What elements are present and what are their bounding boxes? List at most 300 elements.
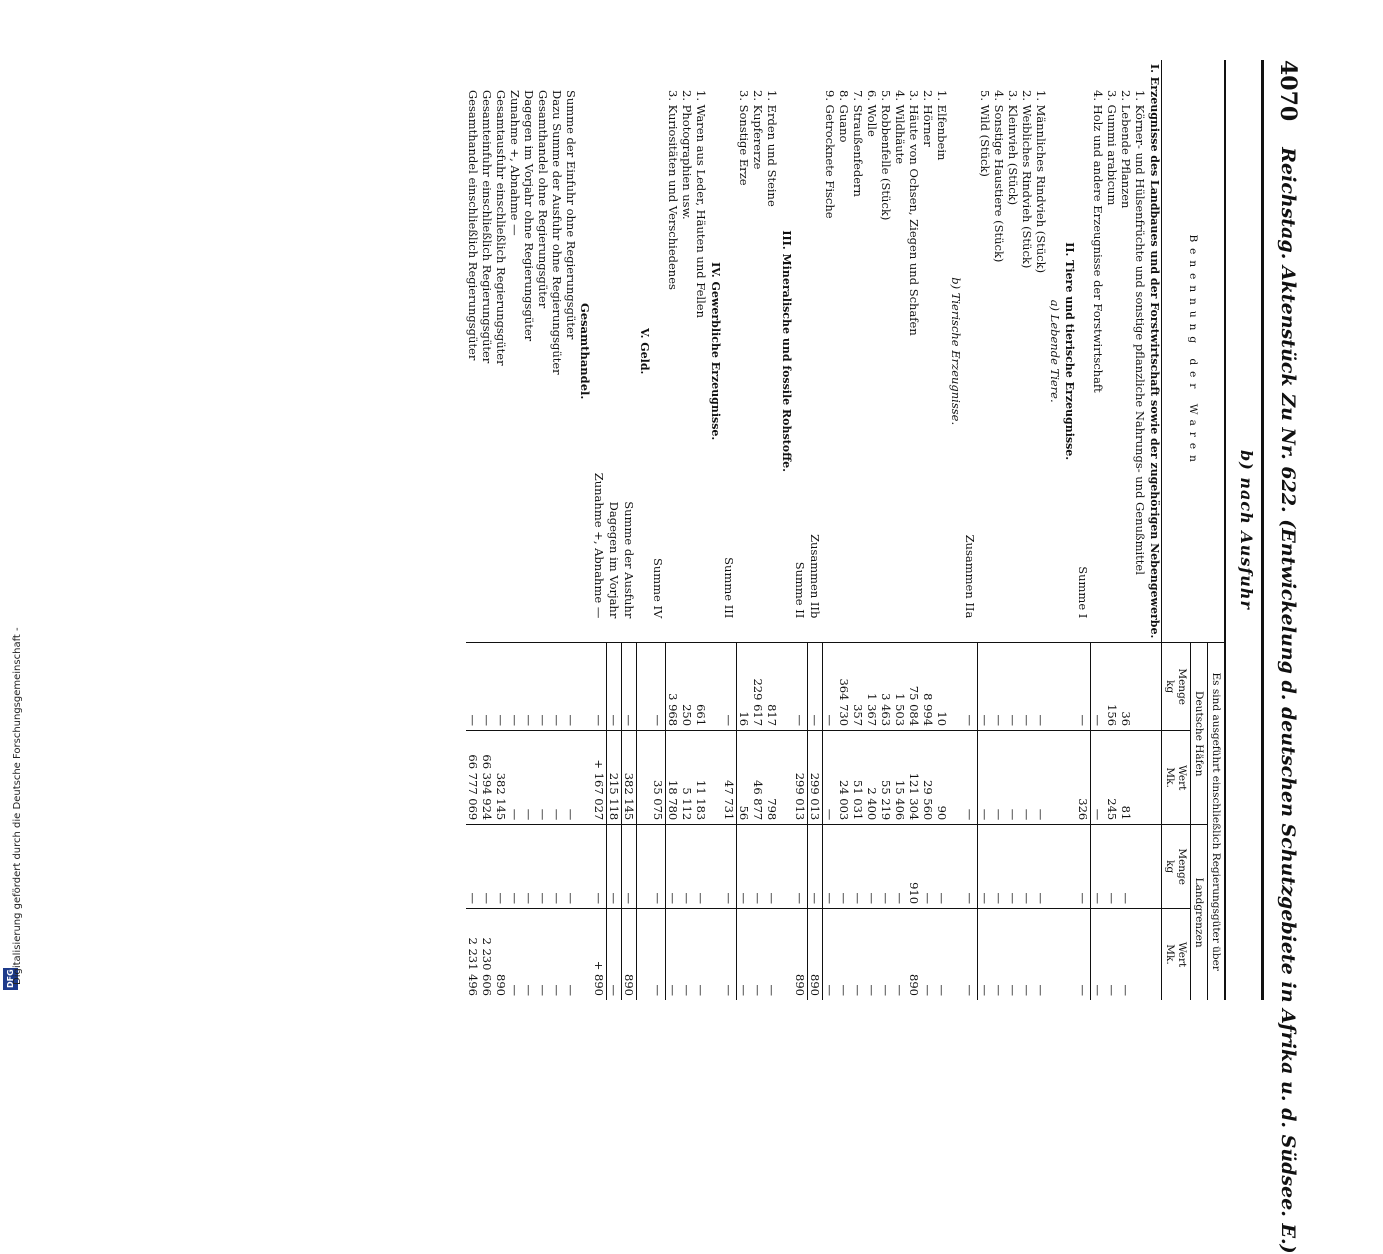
cell-w1: — [978, 731, 993, 825]
row-name: Dazu Summe der Ausfuhr ohne Regierungsgüter [550, 90, 564, 375]
cell-w2 [637, 909, 652, 1000]
cell-w1 [708, 731, 722, 825]
row-name: Summe II [793, 561, 808, 619]
cell-w1: 47 731 [722, 731, 737, 825]
table-row [808, 60, 823, 1000]
cell-w2: — [1091, 909, 1106, 1000]
cell-w1: 245 [1105, 731, 1119, 825]
cell-m1: — [522, 643, 536, 731]
cell-m2: — [494, 825, 508, 909]
cell-m2 [779, 825, 793, 909]
table-row [978, 60, 993, 1000]
cell-m2: — [680, 825, 694, 909]
cell-w1: 2 400 [865, 731, 879, 825]
cell-w2: — [851, 909, 865, 1000]
cell-w1: — [522, 731, 536, 825]
cell-w2: — [893, 909, 907, 1000]
cell-w1: — [992, 731, 1006, 825]
cell-m1: 156 [1105, 643, 1119, 731]
cell-m1: — [651, 643, 666, 731]
cell-w2: 890 [622, 909, 637, 1000]
row-name: 2. Photographien usw. [680, 90, 694, 220]
cell-w1: 90 [935, 731, 949, 825]
cell-w2: 890 [907, 909, 921, 1000]
table-row [494, 60, 508, 1000]
table-row [907, 60, 921, 1000]
cell-m2 [1048, 825, 1062, 909]
row-name: 1. Waren aus Leder, Häuten und Fellen [694, 90, 708, 318]
credit-text: Digitalisierung gefördert durch die Deutsche Forschungsgemeinschaft - [12, 627, 23, 985]
cell-w1: — [1020, 731, 1034, 825]
table-row [1076, 60, 1091, 1000]
cell-m1: — [592, 643, 607, 731]
row-name: 1. Elfenbein [935, 90, 949, 161]
cell-w2: — [1034, 909, 1048, 1000]
page-number: 4070 [1275, 60, 1301, 122]
cell-m2: — [651, 825, 666, 909]
cell-w2: 890 [808, 909, 823, 1000]
row-name: 2. Kupfererze [751, 90, 765, 170]
row-name: 4. Holz und andere Erzeugnisse der Forstwirtschaft [1090, 90, 1105, 393]
cell-w1 [949, 731, 963, 825]
cell-m2: — [1006, 825, 1020, 909]
cell-m1: — [607, 643, 622, 731]
cell-m1: — [536, 643, 550, 731]
table-row [1133, 60, 1147, 1000]
cell-m1: — [808, 643, 823, 731]
cell-w2: — [1119, 909, 1133, 1000]
cell-w1: 29 560 [921, 731, 935, 825]
cell-m1: 16 [737, 643, 752, 731]
cell-w1: + 167 027 [592, 731, 607, 825]
cell-m1: — [823, 643, 838, 731]
cell-m1 [1062, 643, 1076, 731]
cell-m2: — [694, 825, 708, 909]
cell-w2 [1062, 909, 1076, 1000]
cell-m2: — [978, 825, 993, 909]
cell-m2: — [1020, 825, 1034, 909]
cell-w2: — [921, 909, 935, 1000]
cell-w2: — [1006, 909, 1020, 1000]
row-name: I. Erzeugnisse des Landbaues und der Forstwirtschaft sowie der zugehörigen Nebengewerbe. [1148, 64, 1161, 639]
table-row [637, 60, 652, 1000]
row-name: V. Geld. [637, 327, 651, 375]
cell-m1: — [1034, 643, 1048, 731]
cell-m2: — [722, 825, 737, 909]
cell-m1: 817 [765, 643, 779, 731]
cell-w1: 5 112 [680, 731, 694, 825]
row-name: Gesamthandel einschließlich Regierungsgüter [466, 90, 480, 361]
cell-w2: — [550, 909, 564, 1000]
cell-w2: — [694, 909, 708, 1000]
cell-w1 [779, 731, 793, 825]
cell-w1: 81 [1119, 731, 1133, 825]
cell-m2: — [963, 825, 978, 909]
table-row [1062, 60, 1076, 1000]
cell-w2: — [978, 909, 993, 1000]
row-name: Gesamthandel. [578, 302, 592, 400]
cell-m1: 250 [680, 643, 694, 731]
cell-m2: — [607, 825, 622, 909]
table-row [466, 60, 480, 1000]
cell-w2: — [1105, 909, 1119, 1000]
credit-strip [0, 0, 24, 1000]
cell-w2: 890 [494, 909, 508, 1000]
row-name: 1. Erden und Steine [765, 90, 779, 207]
row-name: Dagegen im Vorjahr [607, 501, 621, 619]
cell-w2: — [737, 909, 752, 1000]
row-name: IV. Gewerbliche Erzeugnisse. [709, 262, 722, 441]
cell-w2: — [607, 909, 622, 1000]
table-row [865, 60, 879, 1000]
cell-w1: 798 [765, 731, 779, 825]
row-name: Dagegen im Vorjahr ohne Regierungsgüter [522, 90, 536, 342]
table-row [622, 60, 637, 1000]
cell-w2: — [666, 909, 681, 1000]
cell-w2: 2 231 496 [466, 909, 480, 1000]
cell-w1 [578, 731, 592, 825]
cell-w1: 66 777 069 [466, 731, 480, 825]
cell-w2: — [823, 909, 838, 1000]
cell-m2: — [935, 825, 949, 909]
cell-m1: — [622, 643, 637, 731]
cell-m1: 364 730 [837, 643, 851, 731]
cell-m2: — [536, 825, 550, 909]
cell-m1: 1 503 [893, 643, 907, 731]
row-name: 4. Sonstige Haustiere (Stück) [992, 90, 1006, 263]
cell-w1 [1133, 731, 1147, 825]
header-rule [1261, 60, 1264, 1000]
cell-m1: — [466, 643, 480, 731]
column-header-menge-ports [1162, 643, 1191, 731]
table-row [1048, 60, 1062, 1000]
cell-w1 [1147, 731, 1162, 825]
cell-w1: 11 183 [694, 731, 708, 825]
cell-w2 [1133, 909, 1147, 1000]
cell-w1: 215 118 [607, 731, 622, 825]
cell-m1: 1 367 [865, 643, 879, 731]
table-row [779, 60, 793, 1000]
cell-w1: — [963, 731, 978, 825]
table-row [607, 60, 622, 1000]
kg-label: kg [1164, 680, 1176, 694]
cell-w2: — [680, 909, 694, 1000]
cell-m1: 36 [1119, 643, 1133, 731]
row-name: 5. Wild (Stück) [977, 90, 992, 177]
cell-m1 [1147, 643, 1162, 731]
table-row [893, 60, 907, 1000]
cell-m1 [779, 643, 793, 731]
table-row [949, 60, 963, 1000]
cell-w1: 15 406 [893, 731, 907, 825]
cell-m2: — [466, 825, 480, 909]
cell-w1: — [508, 731, 522, 825]
row-name: a) Lebende Tiere. [1048, 299, 1062, 403]
cell-w1: 18 780 [666, 731, 681, 825]
row-name: Summe der Ausfuhr [622, 501, 636, 619]
cell-m1: — [793, 643, 808, 731]
cell-m2: — [737, 825, 752, 909]
cell-w2: — [564, 909, 578, 1000]
table-row [935, 60, 949, 1000]
cell-w2: — [651, 909, 666, 1000]
cell-m1 [637, 643, 652, 731]
cell-w2: — [722, 909, 737, 1000]
cell-m1 [1133, 643, 1147, 731]
cell-w2 [949, 909, 963, 1000]
cell-m1: — [1091, 643, 1106, 731]
table-row [1147, 60, 1162, 1000]
cell-m1 [949, 643, 963, 731]
table-row [737, 60, 752, 1000]
page-header [1266, 60, 1310, 1254]
cell-m2 [578, 825, 592, 909]
table-row [1091, 60, 1106, 1000]
menge-label: Menge [1176, 668, 1188, 706]
cell-w2 [1147, 909, 1162, 1000]
table-row [480, 60, 494, 1000]
row-name: 5. Robbenfelle (Stück) [879, 90, 893, 221]
cell-m2: — [893, 825, 907, 909]
cell-m2: — [622, 825, 637, 909]
cell-w2: — [1020, 909, 1034, 1000]
table-row [1119, 60, 1133, 1000]
cell-m1: 229 617 [751, 643, 765, 731]
cell-m1: 10 [935, 643, 949, 731]
cell-w1: — [1034, 731, 1048, 825]
cell-m2: — [879, 825, 893, 909]
cell-w2 [708, 909, 722, 1000]
cell-w1: 382 145 [494, 731, 508, 825]
cell-w1: — [536, 731, 550, 825]
cell-w2: 890 [793, 909, 808, 1000]
cell-m2: — [992, 825, 1006, 909]
row-name: 1. Körner- und Hülsenfrüchte und sonstige pflanzliche Nahrungs- und Genußmittel [1133, 90, 1147, 575]
row-name: Gesamtausfuhr einschließlich Regierungsgüter [494, 90, 508, 366]
cell-m1: — [508, 643, 522, 731]
table-row [1034, 60, 1048, 1000]
cell-m1: — [480, 643, 494, 731]
cell-m1: — [564, 643, 578, 731]
row-name: Summe IV [651, 557, 666, 619]
table-row [666, 60, 681, 1000]
table-row [851, 60, 865, 1000]
row-name: 3. Kuriositäten und Verschiedenes [665, 90, 680, 290]
cell-m1 [708, 643, 722, 731]
cell-w2: — [1076, 909, 1091, 1000]
row-name: 1. Männliches Rindvieh (Stück) [1034, 90, 1048, 274]
cell-m1: 75 084 [907, 643, 921, 731]
row-name: Zunahme +, Abnahme — [508, 90, 522, 236]
row-name: 8. Guano [837, 90, 851, 143]
cell-m2 [1133, 825, 1147, 909]
row-name: Summe I [1076, 566, 1091, 619]
cell-w1: — [1091, 731, 1106, 825]
table-row [1020, 60, 1034, 1000]
cell-m2: — [765, 825, 779, 909]
column-header-land: Landgrenzen [1191, 825, 1208, 1000]
cell-w2: — [865, 909, 879, 1000]
row-name: 6. Wolle [865, 90, 879, 137]
table-row [536, 60, 550, 1000]
table-row [765, 60, 779, 1000]
table-row [651, 60, 666, 1000]
cell-w2: 2 230 606 [480, 909, 494, 1000]
row-name: 9. Getrocknete Fische [822, 90, 837, 219]
cell-w2: — [522, 909, 536, 1000]
cell-m1 [578, 643, 592, 731]
cell-w1: 55 219 [879, 731, 893, 825]
cell-w1 [1048, 731, 1062, 825]
cell-m1: — [978, 643, 993, 731]
cell-m1: 661 [694, 643, 708, 731]
table-row [578, 60, 592, 1000]
table-row [564, 60, 578, 1000]
cell-w1: 35 075 [651, 731, 666, 825]
cell-m1 [1048, 643, 1062, 731]
cell-w1: 24 003 [837, 731, 851, 825]
row-name: 3. Gummi arabicum [1105, 90, 1119, 206]
document-page [110, 60, 1310, 1254]
cell-w2 [1048, 909, 1062, 1000]
table-row [708, 60, 722, 1000]
table-row [837, 60, 851, 1000]
cell-m1: — [494, 643, 508, 731]
column-header-menge-land [1162, 825, 1191, 909]
row-name: Gesamthandel ohne Regierungsgüter [536, 90, 550, 309]
cell-m2: — [550, 825, 564, 909]
row-name: Zusammen IIa [963, 534, 978, 619]
cell-m2: — [592, 825, 607, 909]
column-header-ports: Deutsche Häfen [1191, 643, 1208, 825]
cell-m1: 3 968 [666, 643, 681, 731]
mk-label: Mk. [1164, 944, 1176, 965]
cell-w1: 51 031 [851, 731, 865, 825]
row-name: II. Tiere und tierische Erzeugnisse. [1063, 242, 1076, 461]
table-row [921, 60, 935, 1000]
cell-m2: — [837, 825, 851, 909]
menge-label: Menge [1176, 848, 1188, 885]
column-group-header: Es sind ausgeführt einschließlich Regierungsgüter über [1208, 643, 1226, 1000]
row-name: Summe der Einfuhr ohne Regierungsgüter [564, 90, 578, 340]
cell-w1: 299 013 [793, 731, 808, 825]
cell-w2: — [992, 909, 1006, 1000]
cell-m2 [949, 825, 963, 909]
cell-w2: — [751, 909, 765, 1000]
table-row [1006, 60, 1020, 1000]
cell-m1: — [1020, 643, 1034, 731]
cell-w1: — [1006, 731, 1020, 825]
cell-m2 [637, 825, 652, 909]
table-row [680, 60, 694, 1000]
row-name: 4. Wildhäute [893, 90, 907, 165]
cell-w1: 121 304 [907, 731, 921, 825]
row-name: 3. Kleinvieh (Stück) [1006, 90, 1020, 206]
cell-w2: — [508, 909, 522, 1000]
cell-m1: — [963, 643, 978, 731]
table-row [592, 60, 607, 1000]
cell-w2 [578, 909, 592, 1000]
cell-m2: — [823, 825, 838, 909]
cell-w1: 56 [737, 731, 752, 825]
row-name: b) Tierische Erzeugnisse. [949, 277, 963, 426]
cell-w1: — [550, 731, 564, 825]
cell-w2: — [935, 909, 949, 1000]
table-row [508, 60, 522, 1000]
row-name: III. Mineralische und fossile Rohstoffe. [780, 230, 793, 472]
page-title: Reichstag. Aktenstück Zu Nr. 622. (Entwickelung d. deutschen Schutzgebiete in Afrika u. d. Südsee. E.) [1277, 147, 1299, 1254]
cell-w2 [779, 909, 793, 1000]
column-header-name: Benennung der Waren [1162, 60, 1226, 643]
cell-m1: 3 463 [879, 643, 893, 731]
cell-m1: 357 [851, 643, 865, 731]
table-row [1105, 60, 1119, 1000]
cell-w2: — [963, 909, 978, 1000]
cell-w1: — [823, 731, 838, 825]
cell-w1 [637, 731, 652, 825]
cell-m2: — [508, 825, 522, 909]
cell-m2: — [522, 825, 536, 909]
table-row [694, 60, 708, 1000]
cell-m2: — [751, 825, 765, 909]
cell-m2: — [793, 825, 808, 909]
table-row [879, 60, 893, 1000]
export-table [466, 60, 1226, 1000]
dfg-logo: DFG [3, 968, 18, 990]
cell-w1: 326 [1076, 731, 1091, 825]
cell-m2: — [1076, 825, 1091, 909]
table-row [992, 60, 1006, 1000]
cell-m2: — [1105, 825, 1119, 909]
cell-m2: — [480, 825, 494, 909]
cell-m1: — [1076, 643, 1091, 731]
row-name: 2. Hörner [921, 90, 935, 147]
table-row [963, 60, 978, 1000]
table-row [722, 60, 737, 1000]
table-row [522, 60, 536, 1000]
cell-m2: 910 [907, 825, 921, 909]
cell-w2: + 890 [592, 909, 607, 1000]
kg-label: kg [1164, 860, 1176, 874]
section-title: b) nach Ausfuhr [1237, 450, 1256, 610]
cell-m2: — [666, 825, 681, 909]
row-name: Zunahme +, Abnahme — [592, 472, 607, 619]
cell-w2: — [879, 909, 893, 1000]
cell-w1: — [564, 731, 578, 825]
cell-w1: 382 145 [622, 731, 637, 825]
table-row [751, 60, 765, 1000]
row-name: Gesamteinfuhr einschließlich Regierungsgüter [480, 90, 494, 364]
row-name: Zusammen IIb [808, 534, 822, 619]
row-name: 2. Weibliches Rindvieh (Stück) [1020, 90, 1034, 269]
cell-m2: — [1119, 825, 1133, 909]
cell-m1: — [1006, 643, 1020, 731]
cell-w1: 66 394 924 [480, 731, 494, 825]
cell-w2: — [536, 909, 550, 1000]
cell-w1: 299 013 [808, 731, 823, 825]
wert-label: Wert [1176, 941, 1188, 968]
cell-m2 [708, 825, 722, 909]
cell-m2: — [851, 825, 865, 909]
cell-w1 [1062, 731, 1076, 825]
cell-m2: — [1034, 825, 1048, 909]
cell-w2: — [837, 909, 851, 1000]
table-row [823, 60, 838, 1000]
table-row [550, 60, 564, 1000]
cell-m1: — [550, 643, 564, 731]
cell-w1: 46 877 [751, 731, 765, 825]
row-name: 3. Sonstige Erze [736, 90, 751, 186]
